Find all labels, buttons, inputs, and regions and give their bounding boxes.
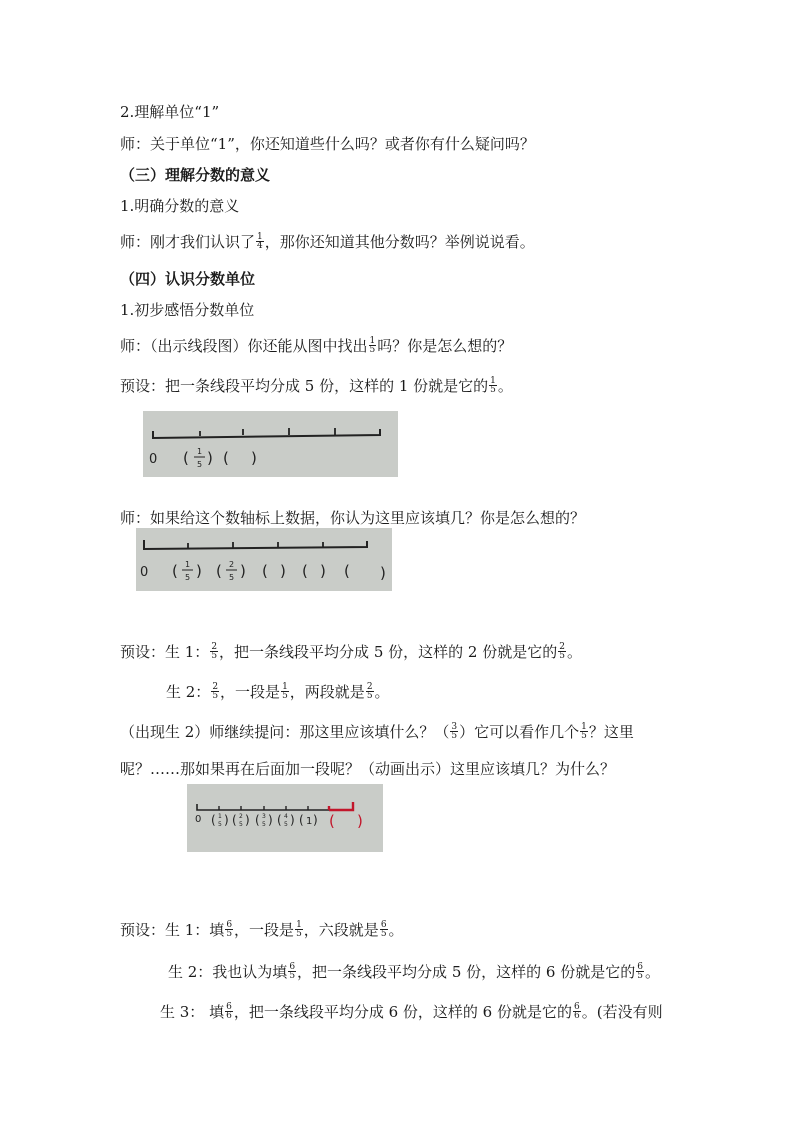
section-heading-3: （三）理解分数的意义 <box>120 166 271 184</box>
teacher-follow-up-question: （出现生 2）师继续提问：那这里应该填什么？（ $\frac{3}{5}$ ）它可以看作几个 $\frac{1}{5}$ ？这里 <box>120 721 634 741</box>
svg-text:): ) <box>245 813 250 827</box>
fraction-two-fifths: $\frac{2}{5}$ <box>211 641 218 661</box>
fraction-six-fifths: $\frac{6}{5}$ <box>289 961 296 981</box>
preset-student3-six-sixths: 生 3： 填 $\frac{6}{6}$ ，把一条线段平均分成 6 份，这样的 6 份就是它的 $\frac{6}{6}$ 。(若没有则 <box>160 1001 663 1021</box>
section-heading-4: （四）认识分数单位 <box>120 270 256 288</box>
hw-label: ) <box>207 449 213 467</box>
svg-text:3: 3 <box>262 813 266 820</box>
svg-text:5: 5 <box>262 821 266 828</box>
fraction-one-fifth: $\frac{1}{5}$ <box>369 335 376 355</box>
number-line-photo-1 <box>143 411 398 477</box>
fraction-six-fifths: $\frac{6}{5}$ <box>380 919 387 939</box>
number-line-drawing-2 <box>136 528 392 591</box>
number-line-drawing-3 <box>187 784 383 852</box>
svg-text:(: ( <box>255 813 260 827</box>
fraction-two-fifths: $\frac{2}{5}$ <box>212 681 219 701</box>
hw-label: ( <box>183 449 189 467</box>
preset-answer-fifth: 预设：把一条线段平均分成 5 份，这样的 1 份就是它的 $\frac{1}{5}$ 。 <box>120 375 513 395</box>
svg-text:1: 1 <box>218 813 222 820</box>
preset-student1-two-fifths: 预设：生 1： $\frac{2}{5}$ ，把一条线段平均分成 5 份，这样的 2 份就是它的 $\frac{2}{5}$ 。 <box>120 641 582 661</box>
subheading-fraction-unit: 1.初步感悟分数单位 <box>120 301 255 319</box>
svg-text:5: 5 <box>284 821 288 828</box>
subheading-meaning: 1.明确分数的意义 <box>120 197 240 215</box>
fraction-six-sixths: $\frac{6}{6}$ <box>574 1001 580 1021</box>
fraction-two-fifths: $\frac{2}{5}$ <box>559 641 565 661</box>
svg-text:5: 5 <box>239 821 243 828</box>
svg-text:(: ( <box>211 813 216 827</box>
svg-text:(: ( <box>172 562 178 580</box>
svg-text:(: ( <box>262 562 268 580</box>
preset-student2-six-fifths: 生 2：我也认为填 $\frac{6}{5}$ ，把一条线段平均分成 5 份，这样的 6 份就是它的 $\frac{6}{5}$ 。 <box>168 961 660 981</box>
svg-text:(: ( <box>302 562 308 580</box>
preset-student2-two-fifths: 生 2： $\frac{2}{5}$ ，一段是 $\frac{1}{5}$ ，两段就是 $\frac{2}{5}$ 。 <box>166 681 390 701</box>
svg-text:): ) <box>380 564 386 582</box>
hw-label: 5 <box>197 460 203 469</box>
number-line-photo-2 <box>136 528 392 591</box>
fraction-six-fifths: $\frac{6}{5}$ <box>226 919 233 939</box>
fraction-three-fifths: $\frac{3}{5}$ <box>451 721 458 741</box>
fraction-one-fifth: $\frac{1}{5}$ <box>490 375 496 395</box>
teacher-add-segment-question: 呢？……那如果再在后面加一段呢？（动画出示）这里应该填几？为什么？ <box>120 760 616 778</box>
teacher-fraction-question: 师：刚才我们认识了 $\frac{1}{4}$ ，那你还知道其他分数吗？举例说说看。 <box>120 231 535 251</box>
teacher-number-axis-question: 师：如果给这个数轴标上数据，你认为这里应该填几？你是怎么想的？ <box>120 509 586 527</box>
svg-text:): ) <box>224 813 229 827</box>
svg-text:0: 0 <box>140 565 149 580</box>
svg-text:): ) <box>268 813 273 827</box>
hw-label: 0 <box>149 452 158 467</box>
svg-text:0: 0 <box>195 814 202 825</box>
number-line-drawing-1 <box>143 411 398 477</box>
fraction-one-fifth: $\frac{1}{5}$ <box>581 721 587 741</box>
teacher-find-fifth: 师：（出示线段图）你还能从图中找出 $\frac{1}{5}$ 吗？你是怎么想的？ <box>120 335 513 355</box>
svg-text:): ) <box>280 562 286 580</box>
svg-text:(: ( <box>277 813 282 827</box>
svg-text:(: ( <box>329 812 335 830</box>
fraction-one-fifth: $\frac{1}{5}$ <box>296 919 302 939</box>
svg-text:5: 5 <box>185 573 191 582</box>
svg-text:5: 5 <box>218 821 222 828</box>
fraction-one-fifth: $\frac{1}{5}$ <box>282 681 288 701</box>
svg-text:(: ( <box>216 562 222 580</box>
svg-text:(: ( <box>232 813 237 827</box>
svg-text:1: 1 <box>185 560 191 569</box>
svg-text:1: 1 <box>306 816 313 827</box>
svg-text:): ) <box>313 813 318 827</box>
fraction-six-sixths: $\frac{6}{6}$ <box>226 1001 232 1021</box>
fraction-six-fifths: $\frac{6}{5}$ <box>637 961 643 981</box>
hw-label: ) <box>251 449 257 467</box>
fraction-two-fifths: $\frac{2}{5}$ <box>366 681 373 701</box>
preset-student1-six-fifths: 预设：生 1：填 $\frac{6}{5}$ ，一段是 $\frac{1}{5}$ ，六段就是 $\frac{6}{5}$ 。 <box>120 919 404 939</box>
svg-text:(: ( <box>299 813 304 827</box>
hw-label: 1 <box>197 447 203 456</box>
svg-text:): ) <box>290 813 295 827</box>
svg-text:): ) <box>196 562 202 580</box>
subheading-unit-one: 2.理解单位“1” <box>120 103 220 121</box>
svg-text:): ) <box>320 562 326 580</box>
svg-text:2: 2 <box>239 813 243 820</box>
svg-text:(: ( <box>344 562 350 580</box>
hw-label: ( <box>223 449 229 467</box>
svg-text:2: 2 <box>229 560 235 569</box>
teacher-question-unit-one: 师：关于单位“1”，你还知道些什么吗？或者你有什么疑问吗？ <box>120 135 535 153</box>
fraction-one-quarter: $\frac{1}{4}$ <box>257 231 263 251</box>
svg-text:5: 5 <box>229 573 235 582</box>
svg-text:): ) <box>357 812 363 830</box>
svg-text:): ) <box>240 562 246 580</box>
number-line-photo-3 <box>187 784 383 852</box>
svg-text:4: 4 <box>284 813 288 820</box>
